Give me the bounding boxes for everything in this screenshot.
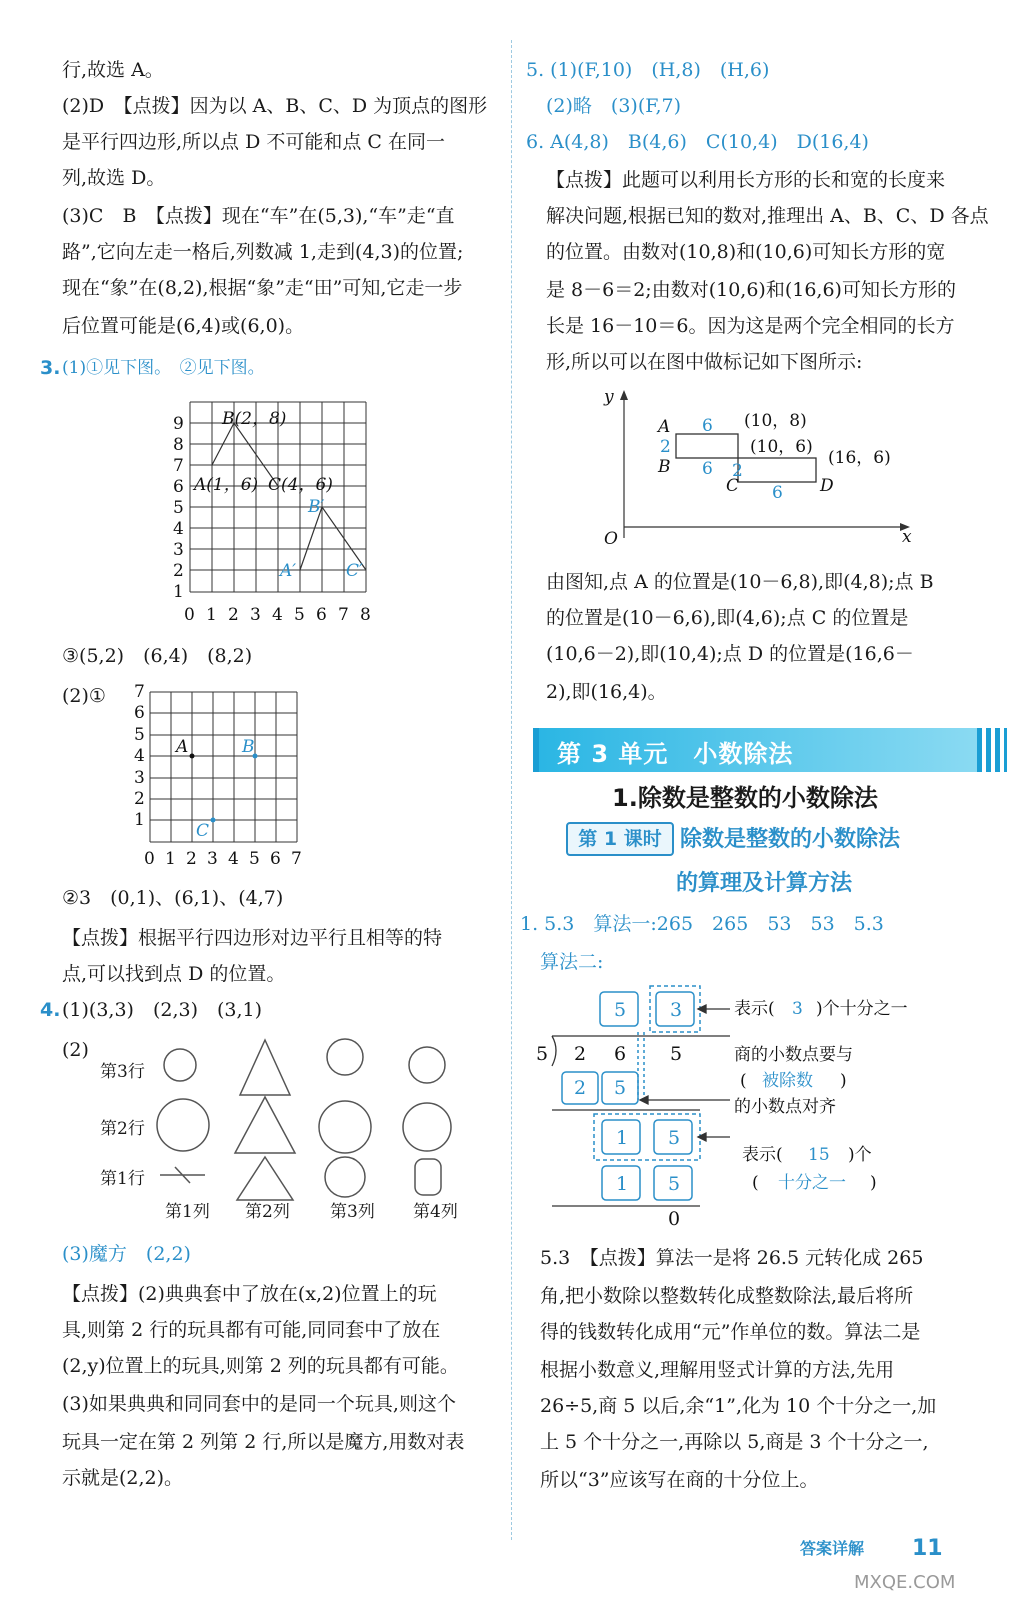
svg-text:6: 6 (173, 477, 184, 497)
page-number: 11 (912, 1536, 943, 1561)
note-label: ) (870, 1173, 877, 1193)
point-label-a-prime: A′ (280, 561, 297, 581)
text-line: 列,故选 D。 (62, 167, 166, 189)
text-line: 现在“象”在(8,2),根据“象”走“田”可知,它走一步 (62, 277, 463, 299)
text-line: 是平行四边形,所以点 D 不可能和点 C 在同一 (62, 131, 445, 153)
svg-text:2: 2 (228, 605, 239, 625)
text-line: 后位置可能是(6,4)或(6,0)。 (62, 315, 305, 337)
dinosaur-icon (240, 1040, 290, 1095)
text-line: 路”,它向左走一格后,列数减 1,走到(4,3)的位置; (62, 241, 464, 263)
point-label-c: C(4，6) (268, 475, 333, 495)
ball-icon (327, 1039, 363, 1075)
svg-text:1: 1 (134, 810, 145, 830)
answer-text: 6. A(4,8) B(4,6) C(10,4) D(16,4) (526, 131, 869, 153)
tip-text: 具,则第 2 行的玩具都有可能,同同套中了放在 (62, 1319, 441, 1341)
svg-text:7: 7 (134, 684, 145, 702)
row-label: 第3行 (100, 1062, 145, 1082)
watermark: MXQE.COM (854, 1572, 956, 1593)
tip-text: 示就是(2,2)。 (62, 1467, 184, 1489)
width-label: 2 (732, 461, 743, 481)
svg-text:2: 2 (134, 789, 145, 809)
dividend-digit: 6 (614, 1043, 627, 1065)
lesson-badge: 第 1 课时 (566, 822, 674, 856)
tip-text: (2,y)位置上的玩具,则第 2 列的玩具都有可能。 (62, 1355, 459, 1377)
product-digit: 5 (614, 1077, 627, 1099)
answer-text: 1. 5.3 算法一:265 265 53 53 5.3 (520, 913, 884, 935)
tip-text: 得的钱数转化成用“元”作单位的数。算法二是 (540, 1321, 921, 1343)
svg-text:5: 5 (173, 498, 184, 518)
section-title: 1.除数是整数的小数除法 (612, 784, 878, 812)
svg-text:7: 7 (173, 456, 184, 476)
col-label: 第4列 (413, 1202, 458, 1222)
tip-text: 【点拨】根据平行四边形对边平行且相等的特 (62, 927, 443, 949)
note-label: ( (752, 1173, 759, 1193)
point-label-a: A(1，6) (194, 475, 259, 495)
note-label: 表示( (734, 999, 775, 1019)
point-label-b: B(2，8) (222, 409, 287, 429)
point-label-c: C (196, 821, 210, 841)
svg-text:1: 1 (206, 605, 217, 625)
row-label: 第2行 (100, 1119, 145, 1139)
svg-text:9: 9 (173, 414, 184, 434)
question-number: 4. (40, 999, 61, 1021)
answer-text: ②3 (0,1)、(6,1)、(4,7) (62, 887, 284, 909)
note-value: 3 (792, 999, 803, 1019)
answer-text: 5. (1)(F,10) (H,8) (H,6) (526, 59, 770, 81)
tip-text: 由图知,点 A 的位置是(10－6,8),即(4,8);点 B (546, 571, 934, 593)
text-line: (3)C B 【点拨】现在“车”在(5,3),“车”走“直 (62, 205, 455, 227)
width-label: 2 (660, 437, 671, 457)
robot-head-icon (409, 1047, 445, 1083)
answer-text: (1)①见下图。 ②见下图。 (62, 358, 265, 378)
tip-text: 根据小数意义,理解用竖式计算的方法,先用 (540, 1359, 895, 1381)
point-label-b-prime: B′ (308, 497, 325, 517)
question-number: 3. (40, 357, 61, 379)
svg-text:6: 6 (270, 849, 281, 869)
point-label-b: B (658, 457, 671, 477)
rectangle-coordinate-figure (600, 388, 920, 558)
svg-text:3: 3 (173, 540, 184, 560)
tip-text: (10,6－2),即(10,4);点 D 的位置是(16,6－ (546, 643, 914, 665)
quotient-digit: 5 (614, 999, 627, 1021)
tip-text: 上 5 个十分之一,再除以 5,商是 3 个十分之一, (540, 1431, 929, 1453)
note-label: 商的小数点要与 (734, 1045, 853, 1065)
note-label: 表示( (742, 1145, 783, 1165)
svg-text:5: 5 (134, 725, 145, 745)
tip-text: 点,可以找到点 D 的位置。 (62, 963, 286, 985)
answer-text: (3)魔方 (2,2) (62, 1243, 191, 1265)
tip-text: 2),即(16,4)。 (546, 681, 667, 703)
svg-text:0: 0 (184, 605, 195, 625)
long-division-figure (530, 980, 950, 1230)
point-label-d: D (820, 476, 834, 496)
tip-text: 5.3 【点拨】算法一是将 26.5 元转化成 265 (540, 1247, 924, 1269)
text-line: 行,故选 A。 (62, 59, 164, 81)
length-label: 6 (702, 459, 713, 479)
doll-icon (164, 1049, 196, 1081)
coordinate-label: (10，8) (744, 411, 807, 431)
tip-text: 【点拨】此题可以利用长方形的长和宽的长度来 (546, 169, 946, 191)
svg-text:5: 5 (294, 605, 305, 625)
svg-text:4: 4 (173, 519, 184, 539)
col-label: 第3列 (330, 1202, 375, 1222)
answer-text: 算法二: (540, 951, 604, 973)
divisor: 5 (536, 1043, 549, 1065)
product-digit: 2 (574, 1077, 587, 1099)
tip-text: (3)如果典典和同同套中的是同一个玩具,则这个 (62, 1393, 456, 1415)
note-label: )个 (848, 1145, 872, 1165)
point-label-c: C (726, 476, 740, 496)
coordinate-label: (16，6) (828, 448, 891, 468)
svg-text:4: 4 (228, 849, 239, 869)
col-label: 第2列 (245, 1202, 290, 1222)
tip-text: 形,所以可以在图中做标记如下图所示: (546, 351, 863, 373)
origin-label: O (604, 529, 618, 549)
svg-text:2: 2 (186, 849, 197, 869)
tip-text: 长是 16－10＝6。因为这是两个完全相同的长方 (546, 315, 955, 337)
x-axis-label: x (902, 527, 912, 547)
column-divider (511, 40, 513, 1540)
remainder-digit: 1 (616, 1127, 629, 1149)
svg-text:5: 5 (249, 849, 260, 869)
robot-icon (319, 1101, 371, 1153)
lesson-title: 的算理及计算方法 (676, 871, 853, 896)
coordinate-grid-1 (170, 392, 380, 628)
answer-text: (2) (62, 1039, 89, 1061)
answer-text: (1)(3,3) (2,3) (3,1) (62, 999, 263, 1021)
svg-text:3: 3 (250, 605, 261, 625)
note-label: )个十分之一 (816, 999, 908, 1019)
unit-banner (533, 728, 999, 772)
quotient-digit: 3 (670, 999, 683, 1021)
point-label-b: B (242, 737, 255, 757)
note-label: ( (740, 1071, 747, 1091)
svg-text:3: 3 (134, 768, 145, 788)
dividend-digit: 5 (670, 1043, 683, 1065)
tip-text: 【点拨】(2)典典套中了放在(x,2)位置上的玩 (62, 1283, 437, 1305)
note-label: 的小数点对齐 (734, 1097, 836, 1117)
cube-icon (235, 1097, 295, 1153)
airplane-icon (160, 1167, 205, 1183)
bear-icon (403, 1103, 451, 1151)
tip-text: 26÷5,商 5 以后,余“1”,化为 10 个十分之一,加 (540, 1395, 937, 1417)
remainder-digit: 5 (668, 1127, 681, 1149)
svg-text:3: 3 (207, 849, 218, 869)
col-label: 第1列 (165, 1202, 210, 1222)
lesson-title: 除数是整数的小数除法 (680, 827, 901, 852)
answer-text: ③(5,2) (6,4) (8,2) (62, 645, 253, 667)
answer-text: (2)① (62, 685, 106, 707)
tip-text: 的位置是(10－6,6),即(4,6);点 C 的位置是 (546, 607, 909, 629)
tip-text: 是 8－6＝2;由数对(10,6)和(16,6)可知长方形的 (546, 279, 956, 301)
svg-text:8: 8 (173, 435, 184, 455)
final-remainder: 0 (668, 1208, 681, 1230)
length-label: 6 (772, 483, 783, 503)
tip-text: 角,把小数除以整数转化成整数除法,最后将所 (540, 1285, 914, 1307)
svg-text:7: 7 (338, 605, 349, 625)
svg-text:6: 6 (316, 605, 327, 625)
product-digit: 1 (616, 1173, 629, 1195)
unit-title: 第 3 单元 小数除法 (557, 740, 794, 768)
tank-icon (157, 1099, 209, 1151)
svg-text:2: 2 (173, 561, 184, 581)
svg-text:1: 1 (165, 849, 176, 869)
svg-text:4: 4 (272, 605, 283, 625)
note-value: 十分之一 (778, 1173, 846, 1193)
tip-text: 所以“3”应该写在商的十分位上。 (540, 1469, 819, 1491)
svg-text:8: 8 (360, 605, 371, 625)
banner-stripes (977, 728, 1007, 772)
tip-text: 玩具一定在第 2 列第 2 行,所以是魔方,用数对表 (62, 1431, 465, 1453)
coordinate-label: (10，6) (750, 437, 813, 457)
svg-text:7: 7 (291, 849, 302, 869)
row-label: 第1行 (100, 1169, 145, 1189)
note-value: 被除数 (762, 1071, 813, 1091)
footer-brand: 答案详解 (800, 1539, 865, 1558)
tip-text: 解决问题,根据已知的数对,推理出 A、B、C、D 各点 (546, 205, 989, 227)
point-label-c-prime: C′ (346, 561, 363, 581)
svg-text:1: 1 (173, 582, 184, 602)
car-icon (237, 1157, 293, 1200)
svg-text:6: 6 (134, 703, 145, 723)
text-line: (2)D 【点拨】因为以 A、B、C、D 为顶点的图形 (62, 95, 488, 117)
point-label-a: A (658, 417, 671, 437)
tip-text: 的位置。由数对(10,8)和(10,6)可知长方形的宽 (546, 241, 946, 263)
product-digit: 5 (668, 1173, 681, 1195)
y-axis-label: y (604, 388, 614, 407)
answer-text: (2)略 (3)(F,7) (546, 95, 682, 117)
note-value: 15 (808, 1145, 830, 1165)
coordinate-grid-2 (130, 684, 310, 870)
note-label: ) (840, 1071, 847, 1091)
doll-face-icon (325, 1157, 365, 1197)
length-label: 6 (702, 416, 713, 436)
astronaut-icon (415, 1159, 441, 1195)
svg-text:4: 4 (134, 746, 145, 766)
point-label-a: A (176, 737, 189, 757)
toy-grid (95, 1035, 475, 1225)
dividend-digit: 2 (574, 1043, 587, 1065)
svg-text:0: 0 (144, 849, 155, 869)
